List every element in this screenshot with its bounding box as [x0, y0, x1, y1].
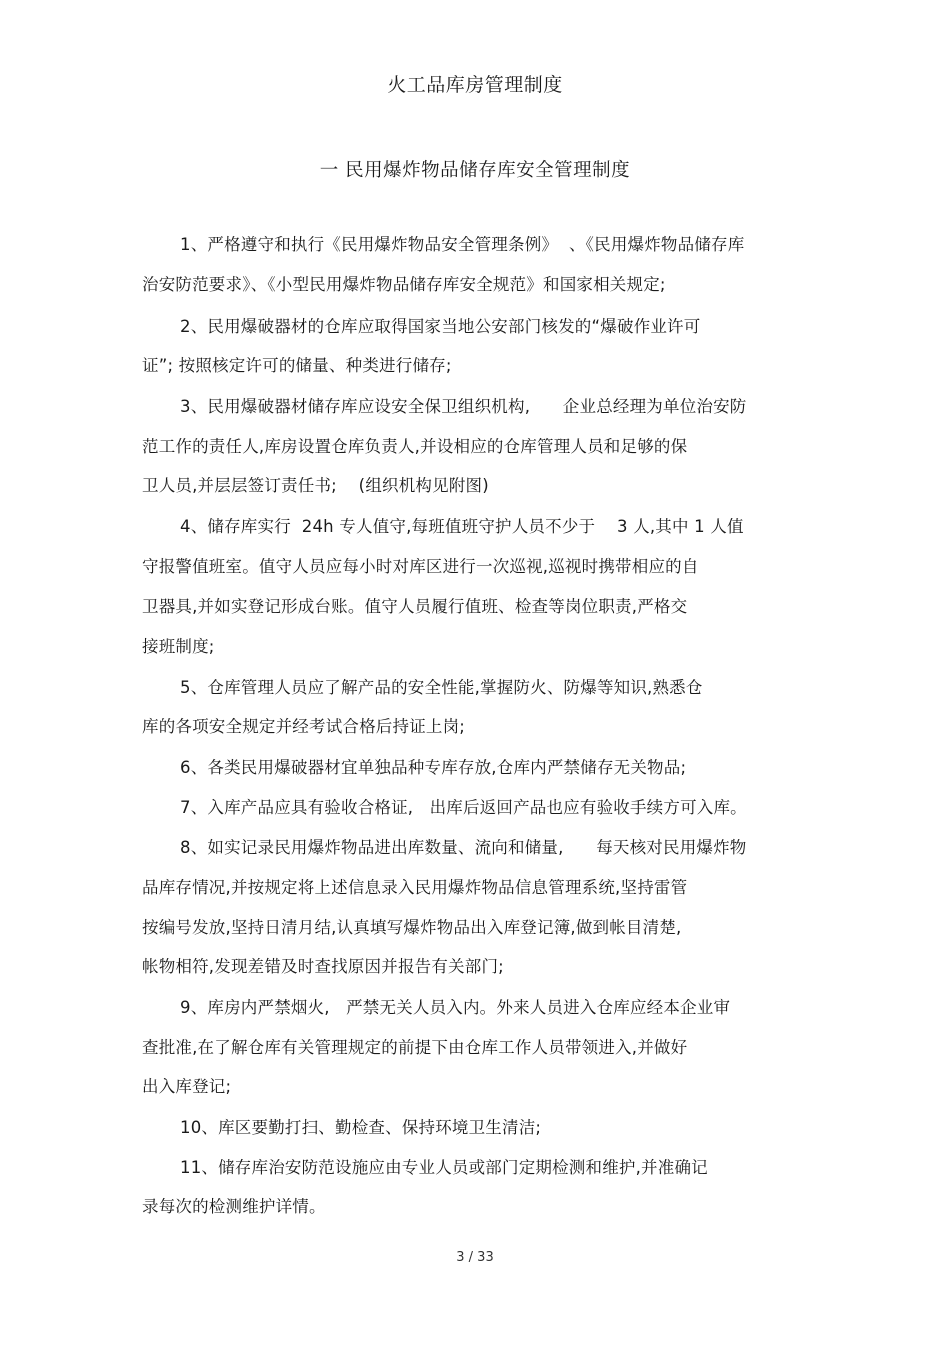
document-title: 火工品库房管理制度: [387, 74, 563, 96]
body-line: 范工作的责任人,库房设置仓库负责人,并设相应的仓库管理人员和足够的保: [142, 437, 688, 456]
body-line: 治安防范要求》、《小型民用爆炸物品储存库安全规范》和国家相关规定;: [142, 275, 666, 294]
body-line: 录每次的检测维护详情。: [142, 1197, 326, 1216]
body-line: 证”; 按照核定许可的储量、种类进行储存;: [142, 356, 452, 375]
body-line: 守报警值班室。值守人员应每小时对库区进行一次巡视,巡视时携带相应的自: [142, 557, 699, 576]
body-line: 1、严格遵守和执行《民用爆炸物品安全管理条例》 、《民用爆炸物品储存库: [180, 235, 745, 254]
body-line: 2、民用爆破器材的仓库应取得国家当地公安部门核发的“爆破作业许可: [180, 317, 701, 336]
body-line: 9、库房内严禁烟火, 严禁无关人员入内。外来人员进入仓库应经本企业审: [180, 998, 731, 1017]
body-line: 8、如实记录民用爆炸物品进出库数量、流向和储量, 每天核对民用爆炸物: [180, 838, 747, 857]
body-line: 11、储存库治安防范设施应由专业人员或部门定期检测和维护,并准确记: [180, 1158, 708, 1177]
body-line: 7、入库产品应具有验收合格证, 出库后返回产品也应有验收手续方可入库。: [180, 798, 747, 817]
body-line: 4、储存库实行 24h 专人值守,每班值班守护人员不少于 3 人,其中 1 人值: [180, 517, 744, 536]
body-line: 卫器具,并如实登记形成台账。值守人员履行值班、检查等岗位职责,严格交: [142, 597, 688, 616]
body-line: 接班制度;: [142, 637, 215, 656]
body-line: 5、仓库管理人员应了解产品的安全性能,掌握防火、防爆等知识,熟悉仓: [180, 678, 703, 697]
body-line: 品库存情况,并按规定将上述信息录入民用爆炸物品信息管理系统,坚持雷管: [142, 878, 688, 897]
body-line: 帐物相符,发现差错及时查找原因并报告有关部门;: [142, 957, 504, 976]
body-line: 6、各类民用爆破器材宜单独品种专库存放,仓库内严禁储存无关物品;: [180, 758, 687, 777]
body-line: 按编号发放,坚持日清月结,认真填写爆炸物品出入库登记簿,做到帐目清楚,: [142, 918, 682, 937]
body-line: 库的各项安全规定并经考试合格后持证上岗;: [142, 717, 466, 736]
body-line: 3、民用爆破器材储存库应设安全保卫组织机构, 企业总经理为单位治安防: [180, 397, 747, 416]
body-line: 出入库登记;: [142, 1077, 232, 1096]
section-title: 一 民用爆炸物品储存库安全管理制度: [319, 160, 631, 181]
body-line: 10、库区要勤打扫、勤检查、保持环境卫生清洁;: [180, 1118, 542, 1137]
page-number: 3 / 33: [456, 1250, 494, 1265]
body-line: 查批准,在了解仓库有关管理规定的前提下由仓库工作人员带领进入,并做好: [142, 1038, 688, 1057]
body-line: 卫人员,并层层签订责任书; (组织机构见附图): [142, 476, 489, 495]
